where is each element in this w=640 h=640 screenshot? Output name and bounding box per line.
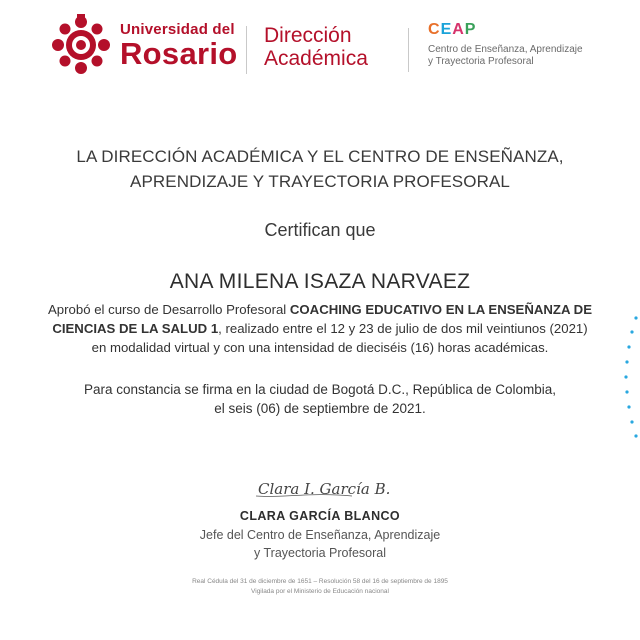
body-line-2 [20,319,620,338]
legal-footer [0,577,640,597]
decorative-dots [610,310,640,450]
constancia-text [0,380,640,418]
body-text: , realizado entre el 12 y 23 de julio de dos mil veintiunos (2021) [218,321,588,336]
body-line-1 [20,300,620,319]
signatory-name: CLARA GARCÍA BLANCO [239,509,401,523]
ceap-subtitle-line-2: y Trayectoria Profesoral [428,56,534,67]
ceap-letter: C [428,21,441,38]
title-line-1: LA DIRECCIÓN ACADÉMICA Y EL CENTRO DE ENSEÑANZA, [76,147,564,166]
recipient-name: ANA MILENA ISAZA NARVAEZ [169,270,471,293]
ceap-logo [428,20,628,38]
certificate-header [0,0,640,96]
ceap-letter: E [440,21,453,38]
course-name-part-2: CIENCIAS DE LA SALUD 1 [52,321,219,336]
body-text: Aprobó el curso de Desarrollo Profesoral [48,302,290,317]
ceap-subtitle-line-1: Centro de Enseñanza, Aprendizaje [428,44,583,55]
header-divider [408,28,409,72]
handwritten-signature [252,472,402,502]
course-name-part-1: COACHING EDUCATIVO EN LA ENSEÑANZA DE [289,302,592,317]
certifican-label: Certifican que [264,220,376,240]
signature-script: Clara I. García B. [258,480,391,498]
footer-line-2: Vigilada por el Ministerio de Educación nacional [251,588,389,595]
header-divider [246,26,247,74]
body-line-3: en modalidad virtual y con una intensidad de dieciséis (16) horas académicas. [91,340,549,355]
certificate-title [0,144,640,194]
ceap-subtitle [428,44,628,68]
ceap-logo-block [428,20,628,68]
footer-line-1: Real Cédula del 31 de diciembre de 1651 – Resolución 58 del 16 de septiembre de 1895 [192,578,448,585]
signatory-role [0,526,640,562]
role-line-2: y Trayectoria Profesoral [254,546,386,560]
direccion-academica-label [264,24,368,70]
title-line-2: APRENDIZAJE Y TRAYECTORIA PROFESORAL [130,172,510,191]
ceap-letter: P [464,21,477,38]
course-description [20,300,620,357]
university-name-small: Universidad del [120,21,235,38]
constancia-line-1: Para constancia se firma en la ciudad de Bogotá D.C., República de Colombia, [83,382,556,397]
university-name [120,22,238,70]
direction-line-1: Dirección [264,24,352,47]
university-crest-logo [48,12,114,78]
ceap-letter: A [452,21,465,38]
role-line-1: Jefe del Centro de Enseñanza, Aprendizaje [199,528,441,542]
constancia-line-2: el seis (06) de septiembre de 2021. [214,401,426,416]
university-name-big: Rosario [120,36,238,71]
direction-line-2: Académica [264,47,368,70]
